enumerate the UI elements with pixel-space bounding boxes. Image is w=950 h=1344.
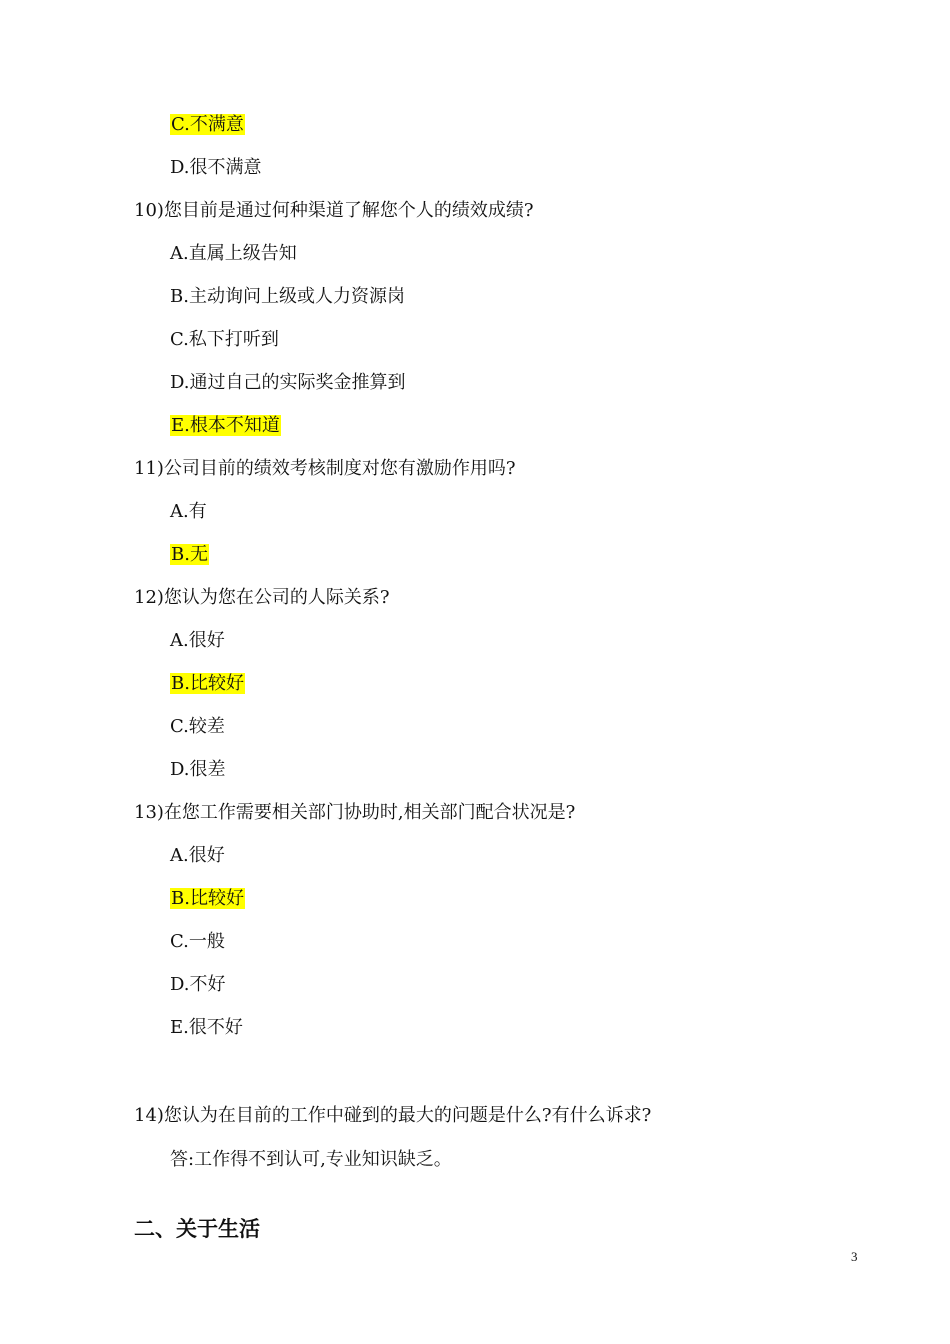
q11-option-a: A.有 bbox=[170, 501, 207, 522]
q9-option-d: D.很不满意 bbox=[170, 157, 262, 178]
q12-option-c: C.较差 bbox=[170, 716, 225, 737]
question-10: 10)您目前是通过何种渠道了解您个人的绩效成绩? bbox=[134, 200, 534, 221]
question-13: 13)在您工作需要相关部门协助时,相关部门配合状况是? bbox=[134, 802, 576, 823]
q13-option-e: E.很不好 bbox=[170, 1017, 243, 1038]
q12-option-a: A.很好 bbox=[170, 630, 225, 651]
question-11: 11)公司目前的绩效考核制度对您有激励作用吗? bbox=[134, 458, 516, 479]
q9-option-c: C.不满意 bbox=[171, 114, 244, 135]
q10-option-b: B.主动询问上级或人力资源岗 bbox=[170, 286, 405, 307]
q12-option-b: B.比较好 bbox=[171, 673, 244, 694]
q13-option-b: B.比较好 bbox=[171, 888, 244, 909]
q11-option-b: B.无 bbox=[171, 544, 208, 565]
q10-option-d: D.通过自己的实际奖金推算到 bbox=[170, 372, 406, 393]
section-title: 二、关于生活 bbox=[134, 1217, 260, 1241]
q13-option-c: C.一般 bbox=[170, 931, 225, 952]
question-12: 12)您认为您在公司的人际关系? bbox=[134, 587, 390, 608]
q10-option-c: C.私下打听到 bbox=[170, 329, 279, 350]
q10-option-a: A.直属上级告知 bbox=[170, 243, 297, 264]
q12-option-d: D.很差 bbox=[170, 759, 226, 780]
q10-option-e: E.根本不知道 bbox=[171, 415, 280, 436]
q13-option-a: A.很好 bbox=[170, 845, 225, 866]
page-number: 3 bbox=[851, 1249, 858, 1264]
q14-answer: 答:工作得不到认可,专业知识缺乏。 bbox=[170, 1149, 452, 1170]
q13-option-d: D.不好 bbox=[170, 974, 226, 995]
question-14: 14)您认为在目前的工作中碰到的最大的问题是什么?有什么诉求? bbox=[134, 1105, 652, 1126]
